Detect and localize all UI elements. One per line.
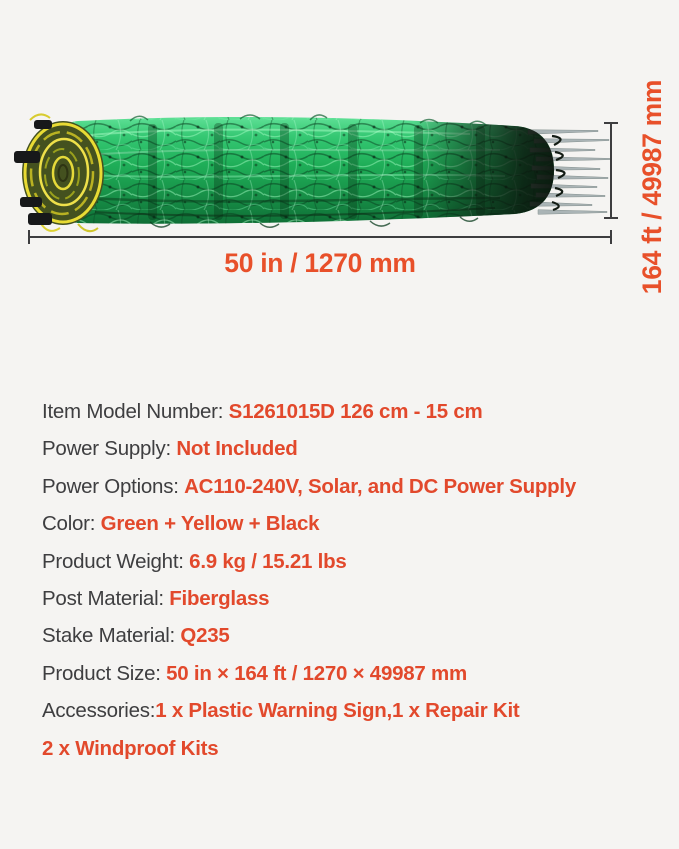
spec-value: 50 in × 164 ft / 1270 × 49987 mm: [166, 661, 467, 685]
spec-value: Green + Yellow + Black: [100, 512, 320, 536]
spec-label: Post Material:: [42, 587, 170, 611]
spec-label: Stake Material:: [42, 624, 181, 648]
spec-value: 1 x Plastic Warning Sign,1 x Repair Kit: [155, 699, 520, 723]
spec-row-post-material: [42, 580, 672, 617]
spec-label: Color:: [42, 512, 101, 536]
dimension-height-label: 164 ft / 49987 mm: [637, 79, 667, 295]
spec-row-power-supply: [42, 430, 672, 467]
spec-value: Not Included: [176, 437, 298, 461]
spec-value: 2 x Windproof Kits: [42, 736, 219, 760]
spec-row-product-weight: [42, 543, 672, 580]
spec-label: Product Size:: [42, 661, 167, 685]
dimension-height-line: [604, 123, 618, 218]
spec-label: Accessories:: [42, 699, 156, 723]
spec-label: Item Model Number:: [42, 400, 229, 423]
spec-row-product-size: [42, 655, 672, 692]
dimension-width-label: 50 in / 1270 mm: [224, 248, 416, 278]
spec-value: AC110-240V, Solar, and DC Power Supply: [184, 474, 577, 498]
spec-label: Product Weight:: [42, 549, 190, 573]
spec-label: Power Options:: [42, 474, 185, 498]
spec-value: 6.9 kg / 15.21 lbs: [189, 549, 347, 573]
spec-row-stake-material: [42, 617, 672, 654]
spec-row-accessories: [42, 692, 672, 729]
dimension-width-line: [29, 230, 611, 244]
spec-row-color: [42, 505, 672, 542]
spec-row-accessories-continued: [42, 730, 672, 767]
spec-value: Fiberglass: [169, 587, 270, 611]
spec-label: Power Supply:: [42, 437, 177, 461]
spec-list: [42, 393, 672, 767]
fence-roll-illustration: [0, 0, 679, 320]
netting-roll: [14, 114, 611, 231]
spec-row-power-options: [42, 468, 672, 505]
spec-value: S1261015D 126 cm - 15 cm: [228, 400, 483, 423]
product-figure: [0, 0, 679, 320]
spec-value: Q235: [180, 624, 230, 648]
spec-row-item-model-number: [42, 393, 672, 430]
